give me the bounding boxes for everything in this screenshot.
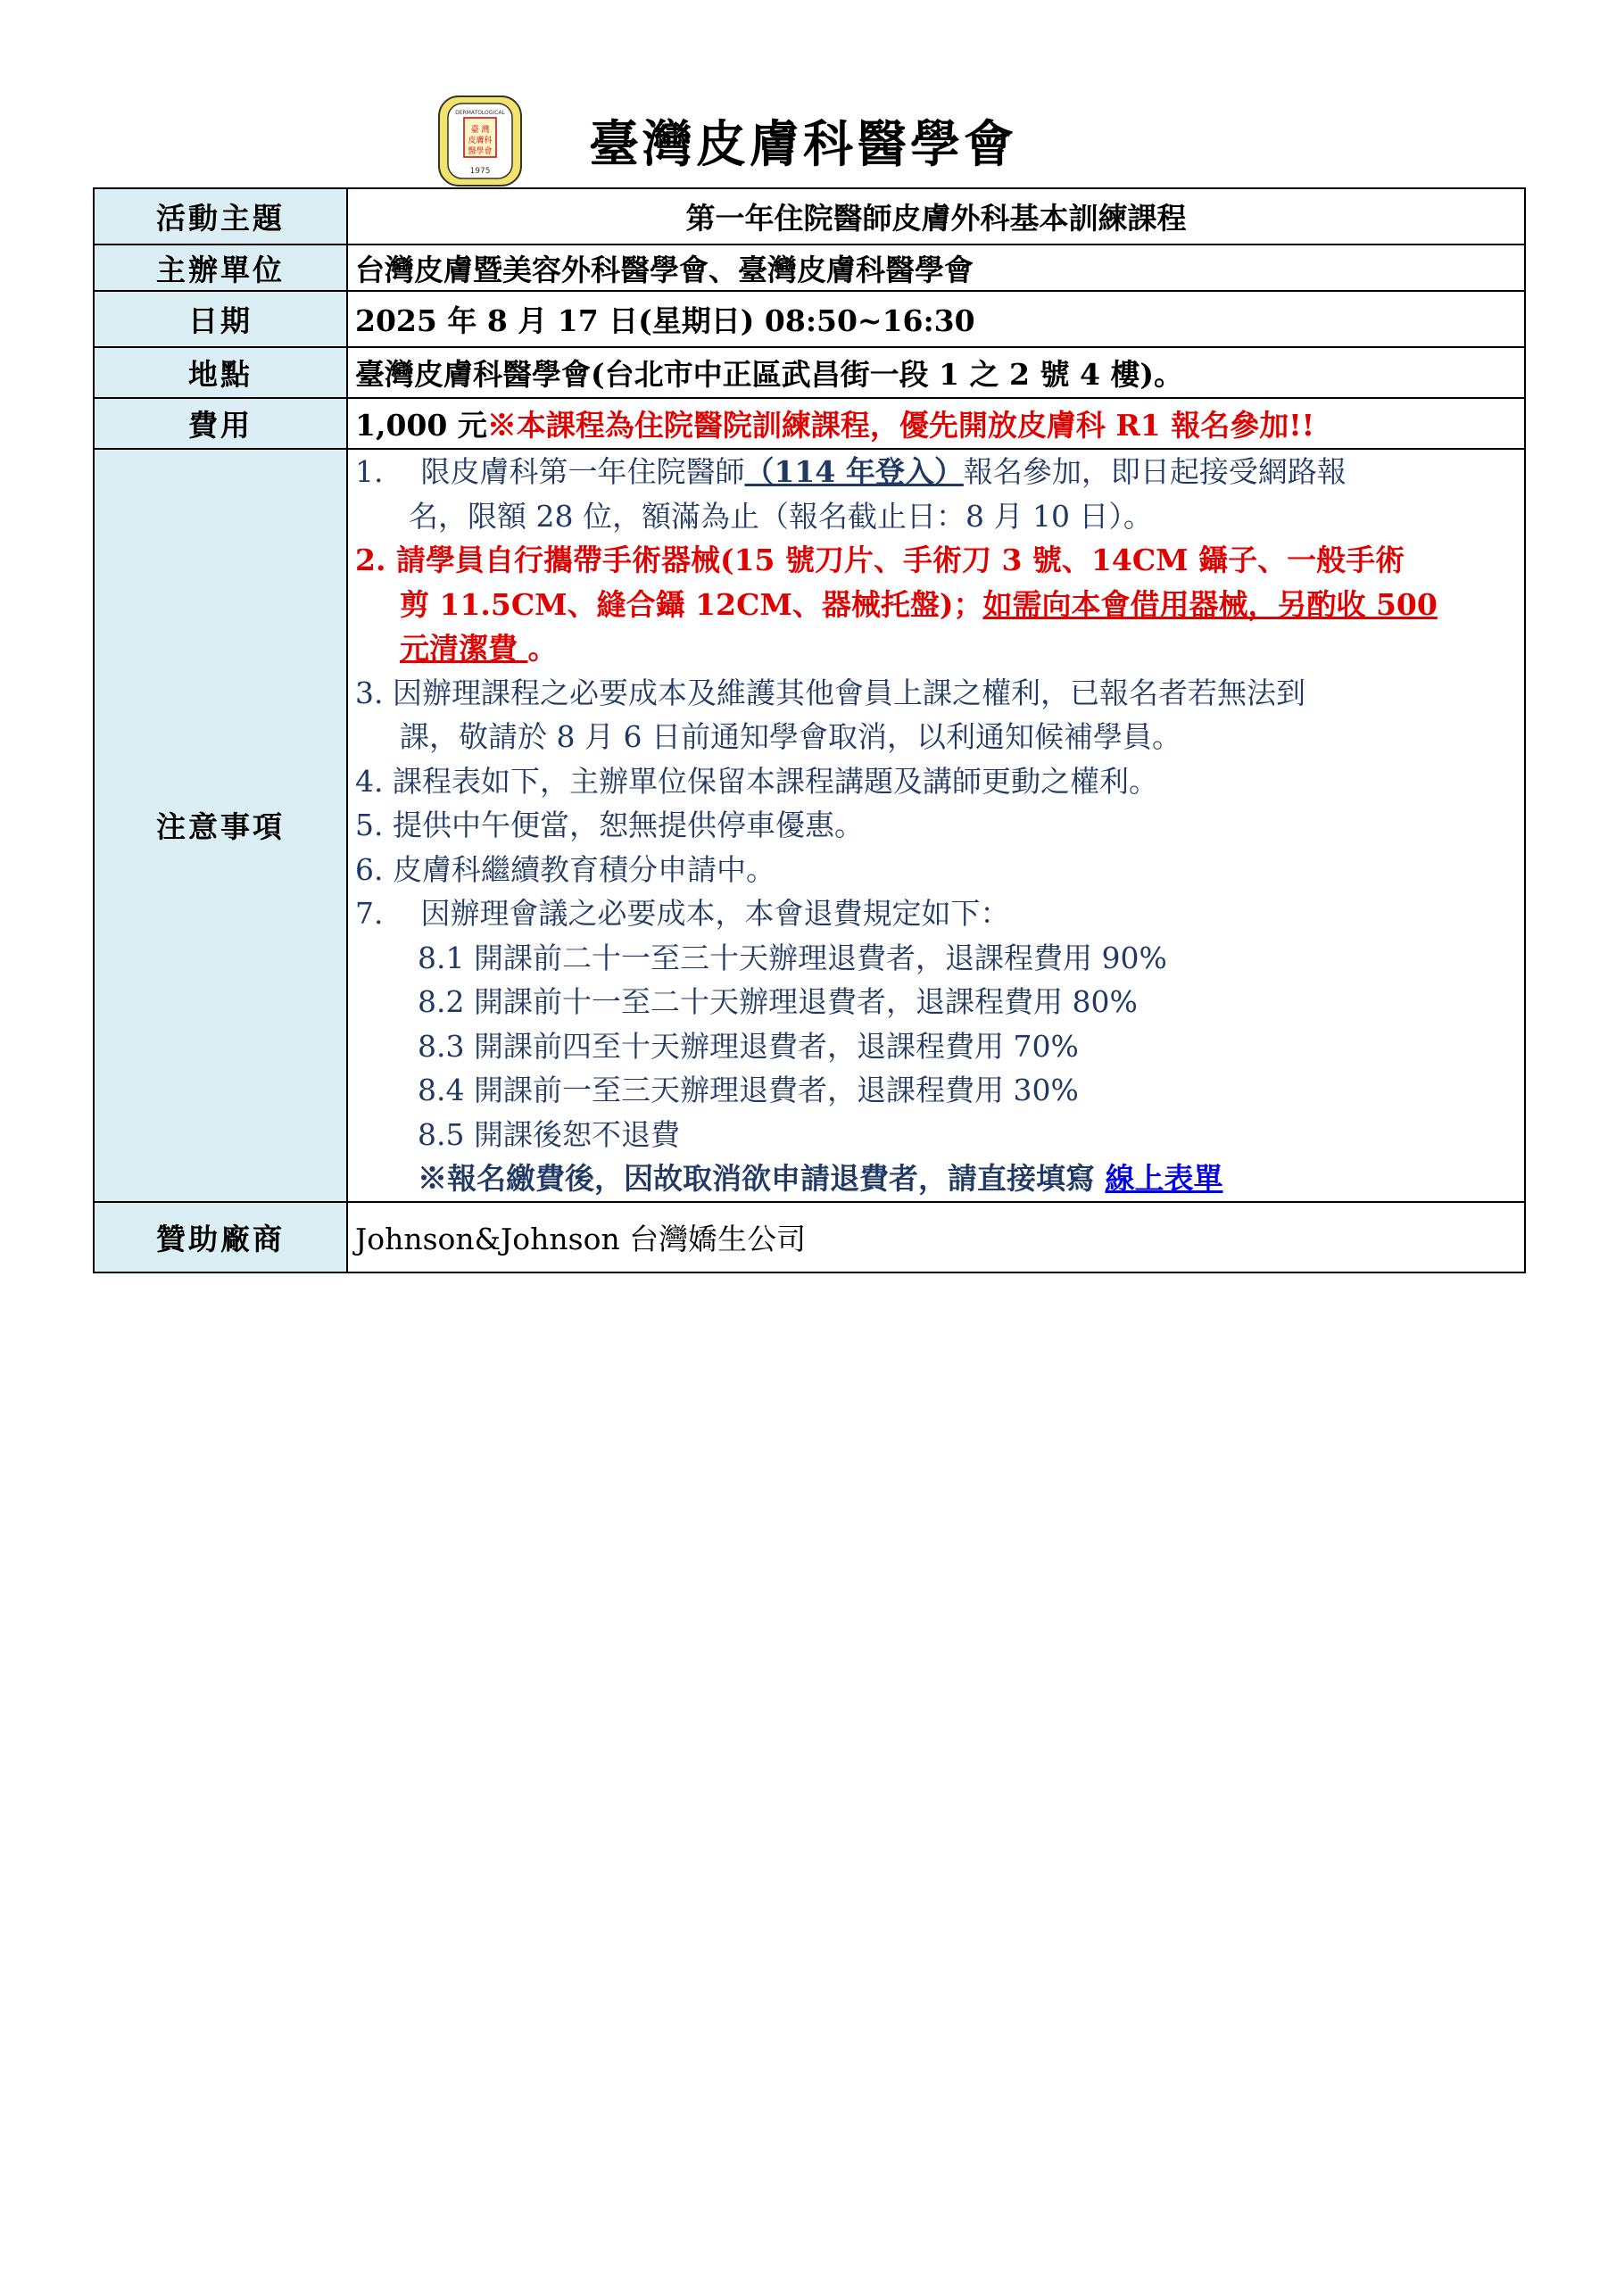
note-5-text: 提供中午便當，恕無提供停車優惠。: [393, 808, 864, 842]
online-form-link[interactable]: 線上表單: [1105, 1161, 1223, 1196]
sponsor-row: [94, 1202, 1525, 1272]
fee-label: 費用: [94, 398, 347, 449]
svg-text:醫學會: 醫學會: [468, 147, 493, 156]
refund-rule-list-item: 8.4 開課前一至三天辦理退費者，退課程費用 30%: [418, 1073, 1079, 1107]
topic-label: 活動主題: [94, 188, 347, 245]
note-3-line-1: 因辦理課程之必要成本及維護其他會員上課之權利，已報名者若無法到: [393, 675, 1305, 710]
note-6-number: 6.: [355, 851, 384, 887]
association-logo: [437, 95, 523, 187]
svg-text:DERMATOLOGICAL: DERMATOLOGICAL: [455, 110, 505, 116]
note-2-line-2-pre: 剪 11.5CM、縫合鑷 12CM、器械托盤)；: [400, 586, 983, 622]
organizer-label: 主辦單位: [94, 245, 347, 291]
location-value: 臺灣皮膚科醫學會(台北市中正區武昌街一段 1 之 2 號 4 樓)。: [347, 347, 1525, 398]
sponsor-label: 贊助廠商: [94, 1202, 347, 1272]
refund-instruction: [355, 1156, 1517, 1201]
note-2-line-3-post: 。: [527, 631, 558, 666]
note-1-text-pre: 限皮膚科第一年住院醫師: [420, 454, 745, 489]
date-row: [94, 291, 1525, 347]
topic-value: 第一年住院醫師皮膚外科基本訓練課程: [347, 188, 1525, 245]
note-1-line-2: 名，限額 28 位，額滿為止（報名截止日：8 月 10 日）。: [409, 498, 1153, 534]
svg-text:1975: 1975: [469, 167, 491, 176]
notes-content: [347, 449, 1525, 1202]
note-4-text: 課程表如下，主辦單位保留本課程講題及講師更動之權利。: [393, 763, 1158, 799]
note-1-highlight: （114 年登入）: [744, 454, 964, 489]
date-label: 日期: [94, 291, 347, 347]
note-item-1: [355, 450, 1517, 494]
note-2-line-2-underlined: 如需向本會借用器械，另酌收 500: [982, 586, 1438, 622]
note-4-number: 4.: [355, 763, 384, 799]
note-2-number: 2.: [355, 543, 386, 577]
refund-rule-list-item: 8.1 開課前二十一至三十天辦理退費者，退課程費用 90%: [418, 940, 1167, 975]
location-row: [94, 347, 1525, 398]
fee-row: [94, 398, 1525, 449]
sponsor-value: Johnson&Johnson 台灣嬌生公司: [347, 1202, 1525, 1272]
note-item-5: [355, 803, 1517, 848]
note-item-7: [355, 891, 1517, 936]
note-1-number: 1.: [355, 454, 384, 489]
fee-priority-notice: ※本課程為住院醫院訓練課程，優先開放皮膚科 R1 報名參加!!: [486, 408, 1315, 443]
note-3-number: 3.: [355, 675, 384, 710]
svg-text:臺 灣: 臺 灣: [470, 126, 490, 135]
location-label: 地點: [94, 347, 347, 398]
topic-row: [94, 188, 1525, 245]
refund-rule-list-item: 8.5 開課後恕不退費: [418, 1116, 680, 1152]
note-2-line-2: [355, 583, 1517, 627]
note-2-line-1: 請學員自行攜帶手術器械(15 號刀片、手術刀 3 號、14CM 鑷子、一般手術: [395, 543, 1405, 577]
note-item-4: [355, 759, 1517, 804]
note-1-text-post: 報名參加，即日起接受網路報: [963, 454, 1347, 489]
fee-value: [347, 398, 1525, 449]
notes-label: 注意事項: [94, 449, 347, 1202]
svg-text:皮膚科: 皮膚科: [468, 137, 493, 145]
notes-row: [94, 449, 1525, 1202]
note-item-6: [355, 848, 1517, 892]
note-7-text: 因辦理會議之必要成本，本會退費規定如下：: [420, 896, 1010, 931]
note-item-2: [355, 538, 1517, 583]
note-3-line-2: 課，敬請於 8 月 6 日前通知學會取消，以利通知候補學員。: [400, 719, 1181, 754]
refund-instruction-text: ※報名繳費後，因故取消欲申請退費者，請直接填寫: [418, 1161, 1106, 1196]
organizer-row: [94, 245, 1525, 291]
refund-rule-list-item: 8.2 開課前十一至二十天辦理退費者，退課程費用 80%: [418, 984, 1138, 1019]
page-header: [437, 89, 1151, 187]
note-2-line-3-underlined: 元清潔費: [400, 631, 528, 666]
note-5-number: 5.: [355, 808, 384, 842]
organization-title: 臺灣皮膚科醫學會: [589, 115, 1017, 174]
date-value: 2025 年 8 月 17 日(星期日) 08:50~16:30: [347, 291, 1525, 347]
organizer-value: 台灣皮膚暨美容外科醫學會、臺灣皮膚科醫學會: [347, 245, 1525, 291]
refund-rule-list-item: 8.3 開課前四至十天辦理退費者，退課程費用 70%: [418, 1028, 1079, 1064]
note-2-line-3: [355, 626, 1517, 671]
event-info-table: [93, 187, 1526, 1273]
fee-amount: 1,000 元: [355, 408, 487, 443]
note-7-number: 7.: [355, 896, 384, 931]
note-6-text: 皮膚科繼續教育積分申請中。: [393, 851, 775, 887]
note-item-3: [355, 671, 1517, 716]
